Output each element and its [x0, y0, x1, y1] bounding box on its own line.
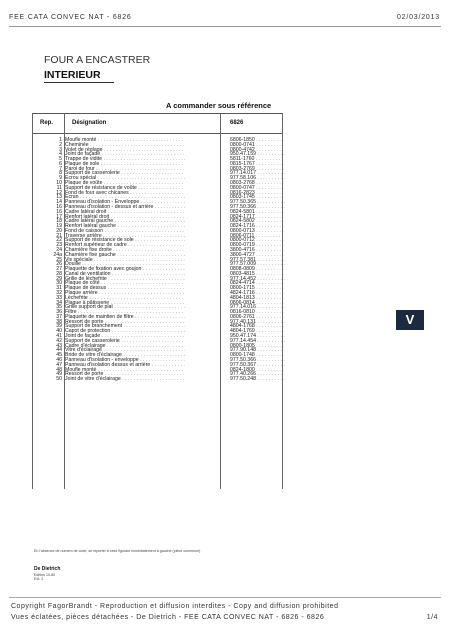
row-reference: 4824-1716 . . . [230, 290, 284, 296]
row-reference: 0800-1715 . . . [230, 285, 284, 291]
row-reference: 950.47.174 . . . [230, 333, 285, 339]
row-designation: Moufle monté . . . [65, 367, 185, 373]
doc-subtitle: INTERIEUR [44, 69, 101, 81]
parts-table-body [32, 138, 297, 382]
row-rep: 16 [56, 208, 62, 215]
row-designation: Support de casserolerie . . . [65, 170, 185, 176]
row-rep: 31 [56, 285, 62, 292]
row-reference: 4804-1813 . . . [230, 295, 284, 301]
subtitle-underline [44, 82, 114, 83]
row-designation: Panneau d'isolation - enveloppe . . . [65, 357, 185, 363]
doc-title: FOUR A ENCASTRER [44, 54, 151, 66]
row-designation: Support de résistance de voûte . . . [65, 185, 185, 191]
row-rep: 17 [56, 213, 62, 220]
row-reference: 0800-0747 . . . [230, 185, 284, 191]
row-rep: 12 [56, 189, 62, 196]
row-designation: Paroi de four . . . [65, 166, 185, 172]
row-rep: 30 [56, 280, 62, 287]
footer-copyright: Copyright FagorBrandt - Reproduction et diffusion interdites - Copy and diffusion prohibited [11, 603, 339, 610]
row-designation: Cadre latéral gauche . . . [65, 218, 185, 224]
row-reference: 0808-0809 . . . [230, 266, 284, 272]
row-reference: 0803-2769 . . . [230, 166, 284, 172]
row-reference: 0803-1745 . . . [230, 194, 284, 200]
row-designation: Ressort de porte . . . [65, 371, 185, 377]
row-designation: Ecrou spécial . . . [65, 175, 185, 181]
row-reference: 977.90.148 . . . [230, 347, 285, 353]
row-designation: Cheminée . . . [65, 142, 185, 148]
row-designation: Cadre latéral droit . . . [65, 209, 185, 215]
col-reference-header: 6826 [230, 120, 244, 126]
row-rep: 40 [56, 328, 62, 335]
row-designation: Panneau d'isolation - Enveloppe . . . [65, 199, 185, 205]
row-rep: 32 [56, 290, 62, 296]
footer-description: Vues éclatées, pièces détachées - De Dietrich - FEE CATA CONVEC NAT - 6826 - 6826 [11, 614, 325, 621]
row-rep: 20 [56, 227, 62, 234]
row-designation: Ressort de porte . . . [65, 319, 185, 325]
row-designation: Traverse arrière . . . [65, 233, 185, 239]
row-designation: Bride de vitre d'éclairage . . . [65, 352, 185, 358]
row-reference: 0824-5802 . . . [230, 218, 284, 224]
edition-ext: Ext. 2 [34, 577, 44, 581]
row-rep: 39 [56, 323, 62, 330]
row-rep: 46 [56, 356, 62, 363]
row-designation: Plaque de sole . . . [65, 161, 185, 167]
row-reference: 977.57.381 . . . [230, 257, 285, 263]
row-rep: 10 [56, 180, 62, 187]
row-rep: 25 [56, 256, 62, 263]
row-designation: Joint de façade . . . [65, 151, 185, 157]
row-reference: 977.50.366 . . . [230, 204, 285, 210]
table-row [32, 377, 297, 382]
row-reference: 977.50.366 . . . [230, 357, 285, 363]
row-reference: 977.58.106 . . . [230, 175, 285, 181]
row-designation: Support de casserolerie . . . [65, 338, 185, 344]
row-rep: 48 [56, 366, 62, 373]
row-reference: 4804-1768 . . . [230, 323, 284, 329]
row-rep: 2 [59, 141, 62, 148]
row-designation: Volet de réglage . . . [65, 147, 185, 153]
row-designation: Plaque de côté . . . [65, 280, 185, 286]
section-badge: V [396, 310, 424, 330]
row-reference: 3800-4716 . . . [230, 247, 284, 253]
row-rep: 45 [56, 352, 62, 359]
row-designation: Plaque arrière . . . [65, 290, 185, 296]
row-designation: Grille support de plat . . . [65, 304, 185, 310]
row-rep: 4 [59, 151, 62, 158]
row-designation: Charnière fixe droite . . . [65, 247, 185, 253]
row-rep: 43 [56, 342, 62, 349]
row-designation: Canal de ventilation . . . [65, 271, 185, 277]
row-reference: 0800-4742 . . . [230, 147, 284, 153]
row-rep: 38 [56, 318, 62, 325]
footnote: En l'absence de numéro de code, se reporter à celui figurant immédiatement à gauche (pièce commune) [34, 549, 201, 553]
row-reference: 0806-2761 . . . [230, 314, 284, 320]
edition-label: Edition 10-80 [34, 573, 56, 577]
row-designation: Plaque à pâtisserie . . . [65, 300, 185, 306]
row-designation: Trappe de vidite . . . [65, 156, 185, 162]
row-reference: 0803-4815 . . . [230, 271, 284, 277]
footer-divider [9, 597, 441, 598]
row-designation: Renfort supérieur de cadre . . . [65, 242, 185, 248]
header-divider [9, 26, 441, 27]
row-reference: 950.47.159 . . . [230, 151, 285, 157]
row-designation: Ecran . . . [65, 194, 185, 200]
row-reference: 0824-1716 . . . [230, 223, 284, 229]
row-rep: 24 [56, 246, 62, 253]
page-number: 1/4 [426, 614, 438, 621]
row-designation: Support de branchement . . . [65, 323, 185, 329]
row-reference: 4804-1769 . . . [230, 328, 284, 334]
row-reference: 977.40.266 . . . [230, 371, 285, 377]
row-rep: 1 [59, 137, 62, 143]
row-designation: Vitre d'éclairage . . . [65, 347, 185, 353]
row-rep: 22 [56, 237, 62, 244]
row-reference: 0800-0719 . . . [230, 242, 284, 248]
row-reference: 977.14.452 . . . [230, 276, 285, 282]
row-rep: 36 [56, 309, 62, 316]
row-reference: 977.50.365 . . . [230, 199, 285, 205]
row-reference: 0800-0713 . . . [230, 228, 284, 234]
row-designation: Charnière fixe gauche . . . [65, 252, 185, 258]
row-designation: Renfort latéral gauche . . . [65, 223, 185, 229]
row-rep: 34 [56, 299, 62, 306]
row-reference: 977.14.017 . . . [230, 170, 285, 176]
col-rep-header: Rep. [40, 120, 54, 126]
row-reference: 977.14.016 . . . [230, 304, 285, 310]
row-rep: 8 [59, 170, 62, 177]
row-rep: 26 [56, 261, 62, 268]
row-reference: 0800-0741 . . . [230, 142, 284, 148]
row-reference: 5811-1760 . . . [230, 156, 283, 162]
brand-logo: De Dietrich [34, 566, 61, 572]
row-designation: Panneau d'isolation - dessus et arrière . . . [65, 204, 185, 210]
row-rep: 27 [56, 266, 62, 273]
row-rep: 14 [56, 199, 62, 206]
row-reference: 977.14.454 . . . [230, 338, 285, 344]
row-reference: 977.50.367 . . . [230, 362, 285, 368]
row-rep: 19 [56, 223, 62, 230]
row-reference: 977.57.009 . . . [230, 261, 285, 267]
row-reference: 0800-1805 . . . [230, 343, 284, 349]
row-reference: 0824-5801 . . . [230, 209, 284, 215]
row-reference: 0806-0711 . . . [230, 233, 283, 239]
row-rep: 21 [56, 232, 62, 239]
row-designation: Moufle monté . . . [65, 137, 185, 143]
row-rep: 50 [56, 376, 62, 383]
row-rep: 29 [56, 275, 62, 282]
header-date: 02/03/2013 [396, 14, 440, 21]
row-designation: Renfort latéral droit . . . [65, 214, 185, 220]
row-rep: 47 [56, 361, 62, 368]
row-designation: Vis spéciale . . . [65, 257, 185, 263]
row-rep: 6 [59, 160, 62, 167]
row-designation: Fond de four avec chicanes . . . [65, 190, 185, 196]
row-rep: 11 [56, 184, 62, 191]
row-rep: 44 [56, 347, 62, 354]
row-rep: 5 [59, 156, 62, 163]
row-rep: 3 [59, 146, 62, 153]
col-designation-header: Désignation [72, 120, 107, 126]
row-designation: Cadre d'éclairage . . . [65, 343, 185, 349]
row-reference: 977.50.248 . . . [230, 376, 285, 382]
row-designation: Filtre . . . [65, 309, 185, 315]
row-reference: 977.40.131 . . . [230, 319, 285, 325]
row-reference: 0800-1748 . . . [230, 352, 284, 358]
table-header [32, 113, 282, 134]
row-designation: Plaque de dessus . . . [65, 285, 185, 291]
row-designation: Lèchefrite . . . [65, 295, 185, 301]
document-sheet [32, 44, 392, 589]
row-designation: Grille de lèchefrite . . . [65, 276, 185, 282]
row-reference: 0800-0712 . . . [230, 237, 284, 243]
row-rep: 35 [56, 304, 62, 311]
row-rep: 18 [56, 218, 62, 225]
row-rep: 23 [56, 242, 62, 249]
row-rep: 41 [56, 333, 62, 340]
header-left: FEE CATA CONVEC NAT - 6826 [9, 14, 132, 21]
row-reference: 0803-2768 . . . [230, 180, 284, 186]
row-reference: 6806-1850 . . . [230, 137, 284, 143]
row-reference: 0816-2823 . . . [230, 190, 284, 196]
row-rep: 16 [56, 203, 62, 210]
row-rep: 7 [59, 165, 62, 172]
row-reference: 0816-0810 . . . [230, 309, 284, 315]
row-designation: Support de résistance de sole . . . [65, 237, 185, 243]
row-reference: 0824-4714 . . . [230, 280, 284, 286]
row-rep: 28 [56, 270, 62, 277]
row-rep: 13 [56, 194, 62, 201]
row-designation: Joint de vitre d'éclairage . . . [65, 376, 185, 382]
row-rep: 42 [56, 337, 62, 344]
row-designation: Douille . . . [65, 261, 185, 267]
row-designation: Plaquette de maintien de filtre . . . [65, 314, 185, 320]
row-rep: 37 [56, 313, 62, 320]
row-reference: 0815-1767 . . . [230, 161, 284, 167]
row-reference: 0824-1800 . . . [230, 367, 284, 373]
row-rep: 33 [56, 294, 62, 301]
row-designation: Capot de protection . . . [65, 328, 185, 334]
row-designation: Fond de caisson . . . [65, 228, 185, 234]
row-rep: 49 [56, 371, 62, 378]
row-reference: 0824-1717 . . . [230, 214, 284, 220]
row-rep: 24a [53, 251, 62, 258]
row-designation: Joint de façade . . . [65, 333, 185, 339]
order-reference-label: A commander sous référence [166, 101, 272, 110]
row-rep: 9 [59, 175, 62, 182]
row-designation: Plaquette de fixation avec goujon . . . [65, 266, 185, 272]
row-designation: Panneau d'isolation dessus et arrière . . . [65, 362, 185, 368]
row-designation: Plaque de voûte . . . [65, 180, 185, 186]
row-reference: 3800-4727 . . . [230, 252, 284, 258]
row-reference: 0806-0814 . . . [230, 300, 284, 306]
